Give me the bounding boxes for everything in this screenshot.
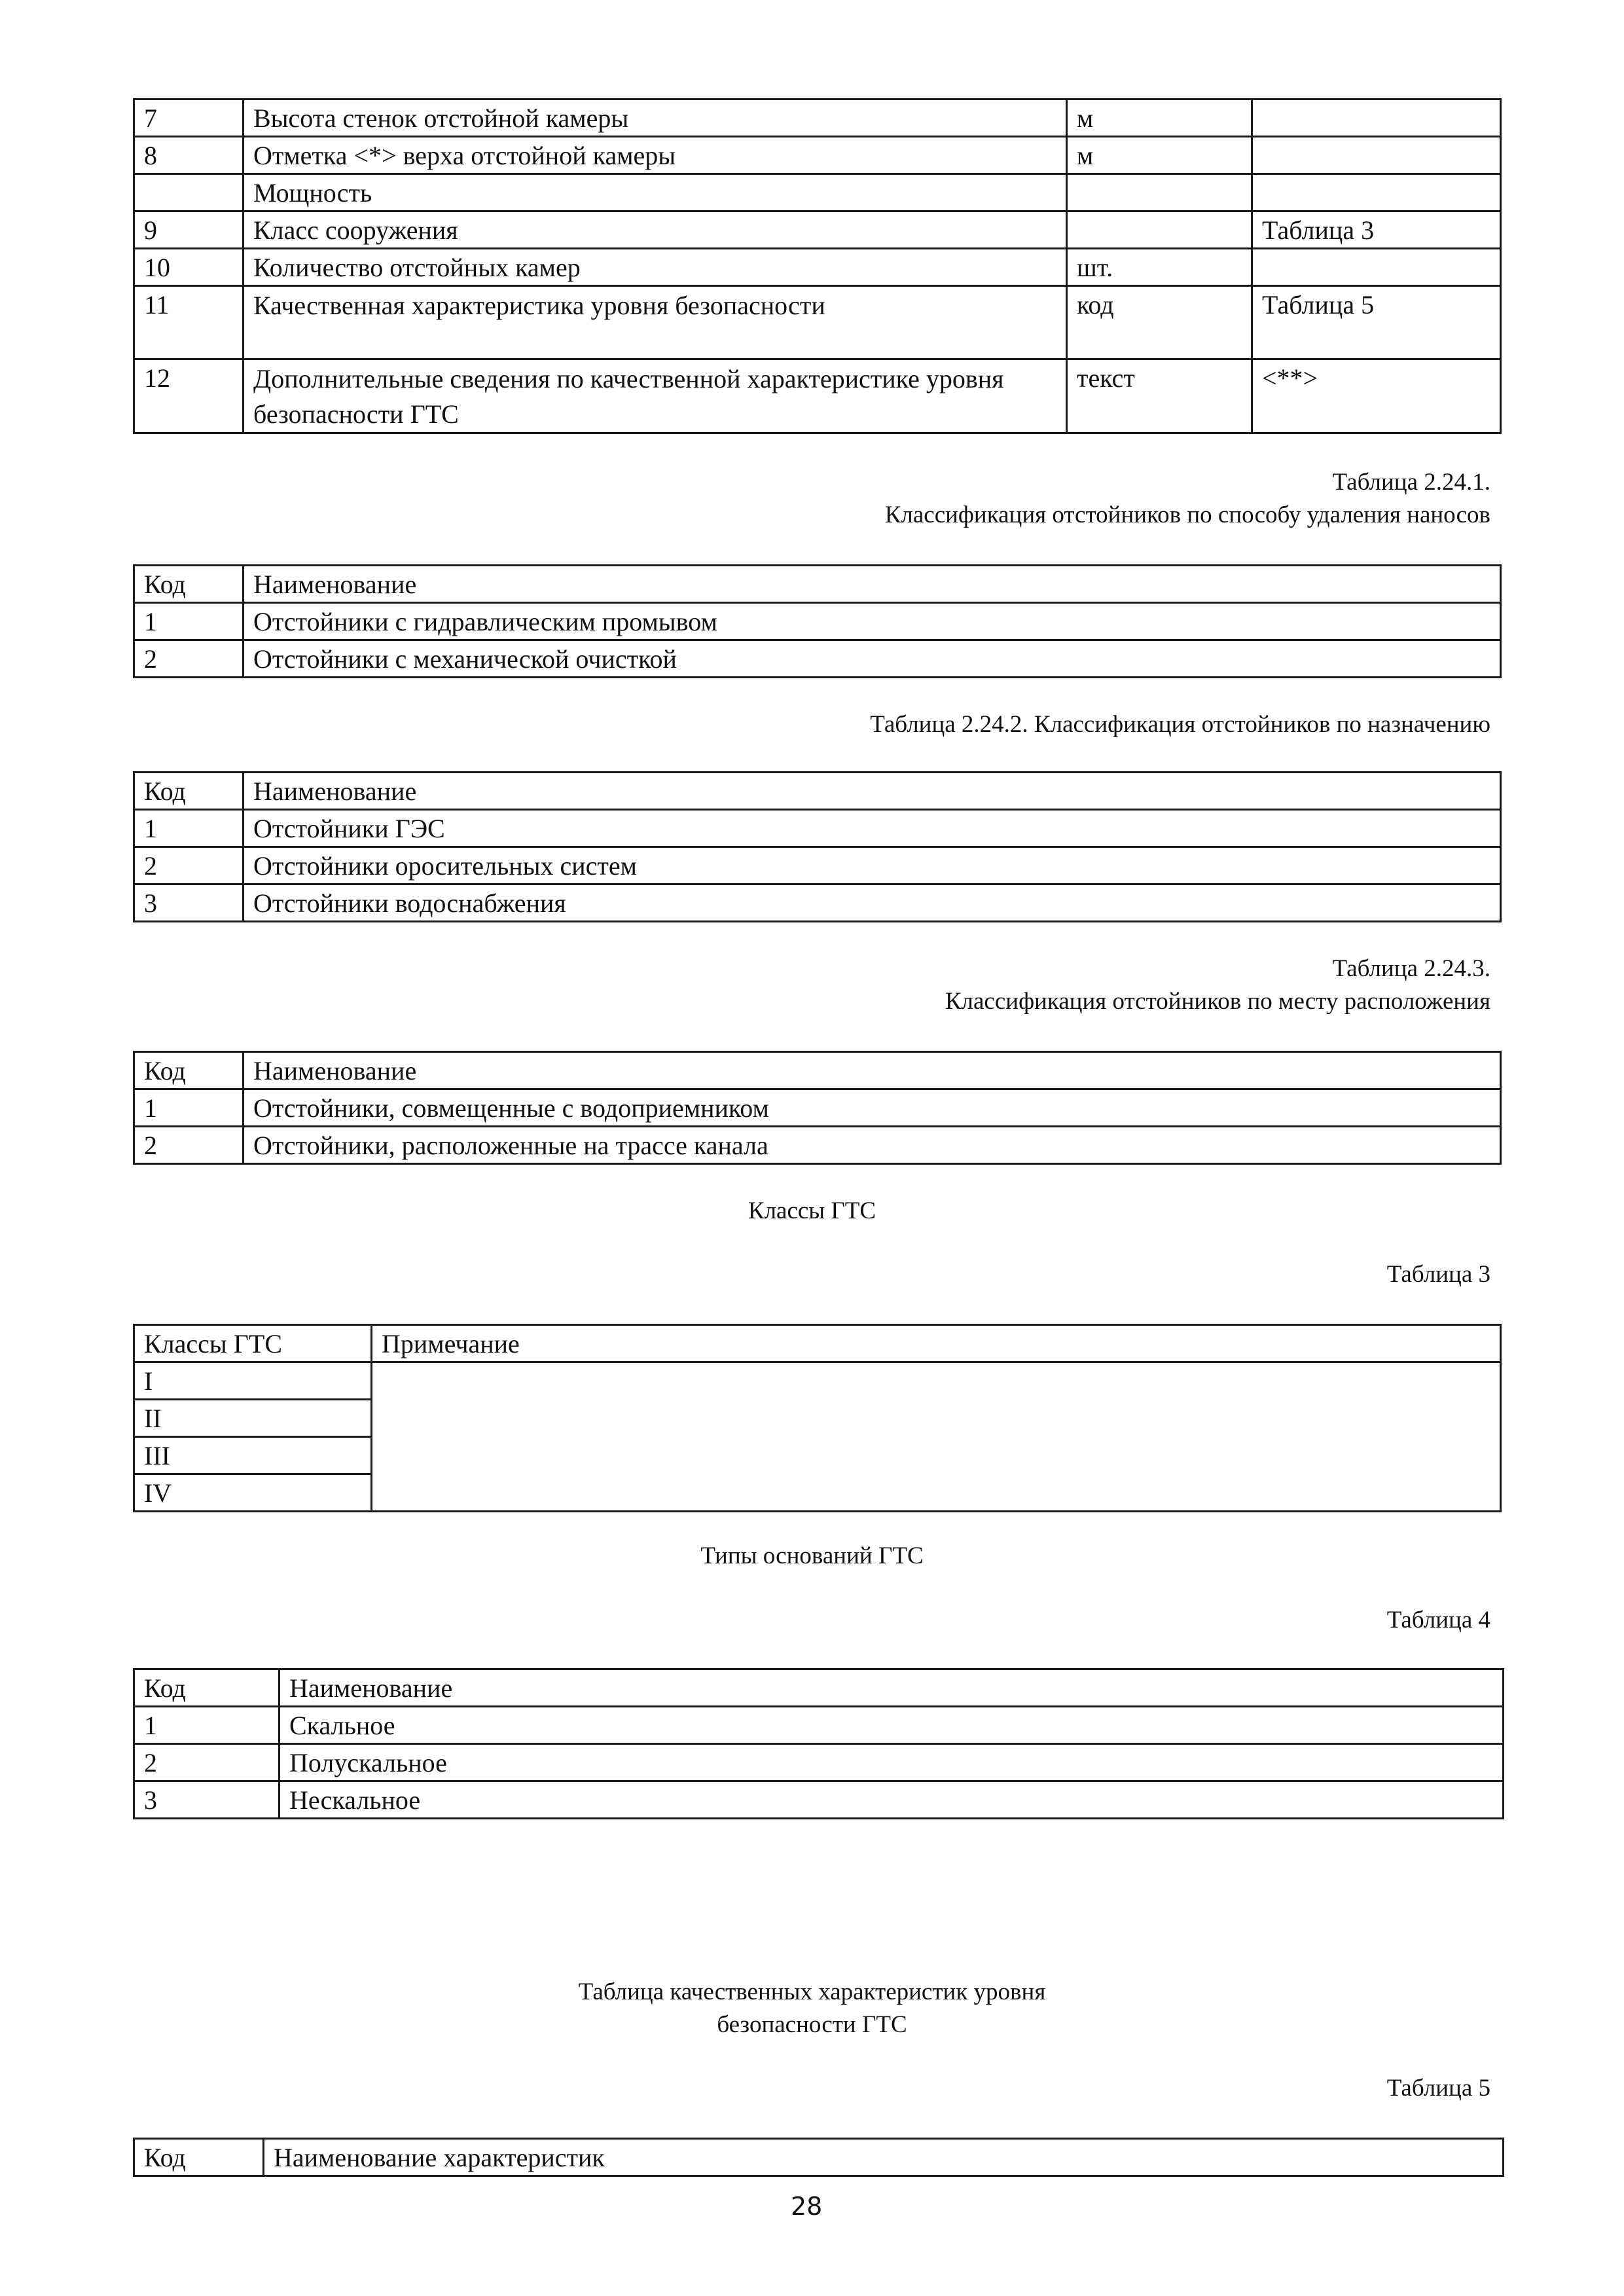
table-caption-title: Классификация отстойников по месту расположения [945, 988, 1490, 1015]
table-row [134, 286, 1501, 359]
table-header-row [134, 1052, 1501, 1089]
parameter-name: Качественная характеристика уровня безопасности [244, 286, 1067, 359]
table-row [134, 1781, 1504, 1819]
row-number: 8 [134, 137, 244, 174]
parameter-reference [1252, 100, 1501, 137]
page-number: 28 [791, 2192, 823, 2221]
row-name: Отстойники, расположенные на трассе канала [244, 1127, 1501, 1164]
section-title: Классы ГТС [748, 1197, 876, 1224]
table-row [134, 1362, 1501, 1400]
table-caption-label: Таблица 2.24.1. [1332, 469, 1490, 496]
table-header-row [134, 1325, 1501, 1362]
parameter-reference: <**> [1252, 359, 1501, 433]
parameter-name: Дополнительные сведения по качественной характеристике уровня безопасности ГТС [244, 359, 1067, 433]
row-number: 10 [134, 249, 244, 286]
header-name: Наименование [280, 1669, 1504, 1707]
table-label: Таблица 5 [1386, 2075, 1490, 2102]
row-name: Отстойники, совмещенные с водоприемником [244, 1089, 1501, 1127]
table-row [134, 884, 1501, 922]
table-row [134, 810, 1501, 847]
parameter-unit: код [1067, 286, 1252, 359]
row-name: Отстойники ГЭС [244, 810, 1501, 847]
table-row [134, 847, 1501, 884]
parameter-reference [1252, 137, 1501, 174]
table-caption-label: Таблица 2.24.3. [1332, 955, 1490, 982]
row-code: 1 [134, 810, 244, 847]
row-code: 1 [134, 603, 244, 640]
row-code: 1 [134, 1089, 244, 1127]
foundation-types-table [133, 1668, 1504, 1819]
row-code: 2 [134, 1744, 280, 1781]
row-number: 9 [134, 211, 244, 249]
note-cell [372, 1362, 1501, 1512]
parameter-name: Высота стенок отстойной камеры [244, 100, 1067, 137]
parameter-unit: м [1067, 137, 1252, 174]
parameter-unit: шт. [1067, 249, 1252, 286]
row-name: Полускальное [280, 1744, 1504, 1781]
parameter-reference [1252, 249, 1501, 286]
header-name: Наименование [244, 566, 1501, 603]
table-header-row [134, 566, 1501, 603]
table-label: Таблица 3 [1386, 1261, 1490, 1288]
row-name: Отстойники с гидравлическим промывом [244, 603, 1501, 640]
header-name: Наименование [244, 1052, 1501, 1089]
safety-characteristics-table [133, 2138, 1504, 2177]
header-classes: Классы ГТС [134, 1325, 372, 1362]
row-code: 3 [134, 1781, 280, 1819]
table-row [134, 1744, 1504, 1781]
class-cell: III [134, 1437, 372, 1474]
class-cell: I [134, 1362, 372, 1400]
parameter-name: Количество отстойных камер [244, 249, 1067, 286]
parameter-name: Класс сооружения [244, 211, 1067, 249]
classification-table-removal [133, 564, 1502, 678]
row-code: 2 [134, 1127, 244, 1164]
header-code: Код [134, 2139, 264, 2176]
row-name: Отстойники с механической очисткой [244, 640, 1501, 678]
parameter-reference [1252, 174, 1501, 211]
structure-classes-table [133, 1324, 1502, 1512]
header-note: Примечание [372, 1325, 1501, 1362]
row-code: 2 [134, 847, 244, 884]
header-code: Код [134, 1052, 244, 1089]
row-name: Скальное [280, 1707, 1504, 1744]
row-number [134, 174, 244, 211]
classification-table-location [133, 1051, 1502, 1165]
header-code: Код [134, 773, 244, 810]
table-row [134, 174, 1501, 211]
classification-table-purpose [133, 771, 1502, 922]
parameters-table [133, 98, 1502, 434]
class-cell: IV [134, 1474, 372, 1512]
row-name: Отстойники оросительных систем [244, 847, 1501, 884]
table-caption-title: Классификация отстойников по способу удаления наносов [884, 501, 1490, 528]
parameter-reference: Таблица 5 [1252, 286, 1501, 359]
row-code: 3 [134, 884, 244, 922]
row-number: 12 [134, 359, 244, 433]
header-code: Код [134, 1669, 280, 1707]
table-row [134, 640, 1501, 678]
parameter-unit: текст [1067, 359, 1252, 433]
row-code: 1 [134, 1707, 280, 1744]
row-name: Отстойники водоснабжения [244, 884, 1501, 922]
section-title: Типы оснований ГТС [700, 1542, 924, 1569]
table-row [134, 211, 1501, 249]
header-name: Наименование [244, 773, 1501, 810]
parameter-reference: Таблица 3 [1252, 211, 1501, 249]
section-title: Таблица качественных характеристик уровня [578, 1978, 1046, 2005]
parameter-name: Мощность [244, 174, 1067, 211]
section-title-line2: безопасности ГТС [717, 2011, 907, 2038]
table-row [134, 100, 1501, 137]
table-row [134, 249, 1501, 286]
table-row [134, 1089, 1501, 1127]
table-row [134, 1707, 1504, 1744]
table-header-row [134, 773, 1501, 810]
parameter-unit [1067, 174, 1252, 211]
table-header-row [134, 2139, 1504, 2176]
row-name: Нескальное [280, 1781, 1504, 1819]
row-number: 7 [134, 100, 244, 137]
table-row [134, 1127, 1501, 1164]
header-name: Наименование характеристик [264, 2139, 1504, 2176]
row-number: 11 [134, 286, 244, 359]
parameter-name: Отметка <*> верха отстойной камеры [244, 137, 1067, 174]
row-code: 2 [134, 640, 244, 678]
table-caption: Таблица 2.24.2. Классификация отстойников по назначению [870, 711, 1490, 738]
parameter-unit: м [1067, 100, 1252, 137]
table-row [134, 137, 1501, 174]
class-cell: II [134, 1400, 372, 1437]
table-label: Таблица 4 [1386, 1607, 1490, 1633]
header-code: Код [134, 566, 244, 603]
table-header-row [134, 1669, 1504, 1707]
table-row [134, 603, 1501, 640]
table-row [134, 359, 1501, 433]
parameter-unit [1067, 211, 1252, 249]
